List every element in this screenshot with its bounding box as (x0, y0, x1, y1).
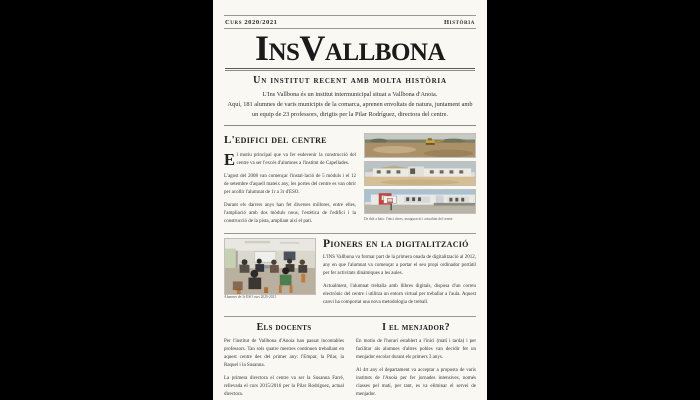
classroom-photo-wrap (224, 238, 316, 312)
modules-photo-art (365, 162, 475, 185)
section-label: Història (444, 18, 475, 26)
digital-text-column (323, 238, 476, 312)
digital-paragraph-2: Actualment, l'alumnat treballa amb llibres digitals, disposa d'un correu electrònic del centre i utilitza un entorn virtual per treballar a l'aula. Aquest canvi ha comportat una nova metodologia de treball. (323, 283, 476, 305)
menjador-title: I el menjador? (382, 321, 450, 333)
edifici-paragraph-1 (224, 149, 356, 169)
edifici-photo-column (364, 132, 476, 231)
intro-divider-rule (224, 125, 476, 126)
section-bottom (224, 322, 476, 400)
drop-cap-letter: E (224, 149, 236, 169)
menjador-paragraph-1: En motiu de l'horari establert a l'inici (matí i tarda) i per facilitar als alumnes d'altres pobles van decidir fer un menjador escolar durant els primers 3 anys. (356, 338, 476, 360)
docents-paragraph-1: Per l'institut de Vallbona d'Anoia han passat incontables professors. Tan sols quatre mestres continuen treballant en aquest centre des del primer any: l'Empar, la Pilar, la Raquel i la Susanna. (224, 338, 344, 368)
docents-column (224, 322, 344, 400)
masthead-title: InsVallbona (254, 28, 446, 68)
masthead-rule (225, 68, 475, 72)
edifici-paragraph-3: Durant els darrers anys han fet diverses millores, entre elles, l'ampliació amb dos mòduls nous, l'estètica de l'edifici i la construcció de la pista, ampliant així el pati. (224, 202, 356, 224)
docents-paragraph-2: La primera directora el centre va ser la Susanna Farré, rellevada el curs 2015/2016 per la Pilar Rodríguez, actual directora. (224, 375, 344, 397)
modules-photo (364, 161, 476, 186)
section-edifici (224, 132, 476, 231)
issue-label: Curs 2020/2021 (225, 18, 278, 26)
edifici-text-column (224, 132, 356, 231)
building-photo-art (365, 190, 475, 213)
section2-top-rule (224, 233, 476, 234)
intro-paragraph (225, 90, 474, 119)
docents-title: Els docents (256, 321, 312, 333)
edifici-title: L'edifici del centre (224, 133, 327, 146)
menjador-paragraph-2: Al 4rt any el departament va acceptar a proposta de varis instituts de l'Anoia per fer jornades intensives, només classes pel matí, per tant, es va eliminar el servei de menjador. (356, 367, 476, 397)
newspaper-page (213, 0, 487, 400)
construction-photo-art (365, 134, 475, 157)
edifici-photos-caption: De dalt a baix: l'inici obres, inauguració i actualitat del centre. (364, 216, 454, 221)
section-digital (224, 238, 476, 312)
construction-photo (364, 133, 476, 158)
edifici-paragraph-1-text: l motiu principal que va fer esdevenir la construcció del centre va ser l'excés d'alumnes a l'institut de Capellades. (236, 152, 356, 166)
classroom-photo-art (225, 239, 315, 294)
classroom-photo (224, 238, 316, 295)
intro-rest: Aquí, 181 alumnes de varis municipis de la comarca, aprenen envoltats de natura, juntament amb un equip de 23 professors, dirigits per la Pilar Rodríguez, directora del centre. (227, 101, 473, 118)
classroom-caption: Alumnes de 3r ESO curs 2020-2021 (224, 294, 277, 299)
section3-top-rule (224, 316, 476, 317)
digital-paragraph-1: L'INS Vallbona va formar part de la primera onada de digitalització al 2012, any en que l'alumnat va començar a portar el seu propi ordinador portàtil per fer activitats dinàmiques a les aules. (323, 254, 476, 276)
digital-title: Pioners en la digitalització (323, 237, 469, 250)
edifici-paragraph-2: L'agost del 2008 van començar l'instal·lació de 5 mòduls i el 12 de setembre d'aquell mateix any, les portes del centre es van obrir per acollir l'alumnat de 1r a 3r d'ESO. (224, 173, 356, 195)
building-photo (364, 189, 476, 214)
menjador-column (356, 322, 476, 400)
intro-line1: L'Ins Vallbona és un institut intermunicipal situat a Vallbona d'Anoia. (262, 91, 438, 99)
page-subtitle: Un institut recent amb molta història (253, 75, 447, 87)
